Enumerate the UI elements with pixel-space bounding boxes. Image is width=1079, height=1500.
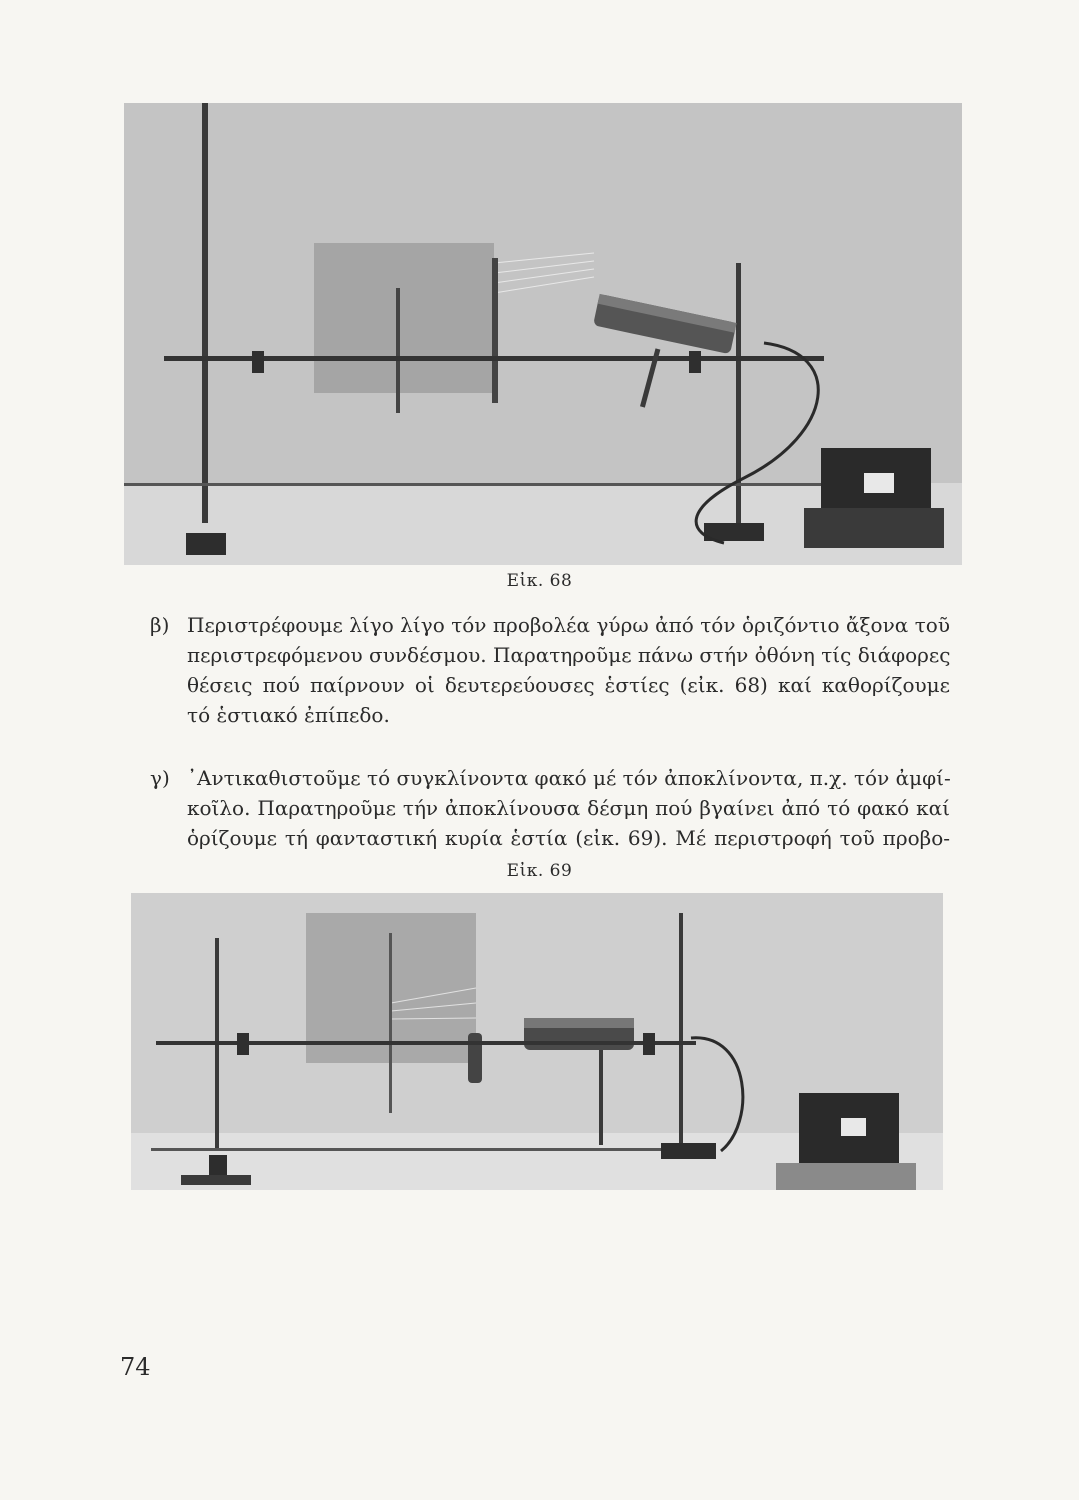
optical-bench-photo-69 — [131, 893, 943, 1190]
paragraph-g-line: ὁρίζουμε τή φανταστική κυρία ἑστία (εἰκ. 69). Μέ περιστροφή τοῦ προβο- — [187, 826, 950, 850]
optical-bench-photo-68 — [124, 103, 962, 565]
paragraph-g-label: γ) — [150, 766, 170, 790]
paragraph-b-line: περιστρεφόμενου συνδέσμου. Παρατηροῦμε πάνω στήν ὀθόνη τίς διάφορες — [187, 643, 951, 667]
figure-68-photo — [124, 103, 962, 565]
figure-68-caption: Εἰκ. 68 — [506, 571, 573, 591]
paragraph-b — [150, 610, 950, 730]
page-number: 74 — [120, 1353, 151, 1381]
paragraph-g — [150, 763, 950, 853]
paragraph-g-text — [187, 763, 950, 853]
figure-69-photo — [131, 893, 943, 1190]
paragraph-g-line: ᾿Αντικαθιστοῦμε τό συγκλίνοντα φακό μέ τόν ἀποκλίνοντα, π.χ. τόν ἀμφί- — [187, 766, 951, 790]
paragraph-b-line: τό ἑστιακό ἐπίπεδο. — [187, 703, 390, 727]
figure-69-caption: Εἰκ. 69 — [506, 861, 573, 881]
paragraph-b-text — [187, 610, 950, 730]
paragraph-g-line: κοῖλο. Παρατηροῦμε τήν ἀποκλίνουσα δέσμη πού βγαίνει ἀπό τό φακό καί — [187, 796, 950, 820]
paragraph-b-label: β) — [150, 613, 170, 637]
paragraph-b-line: Περιστρέφουμε λίγο λίγο τόν προβολέα γύρω ἀπό τόν ὁριζόντιο ἄξονα τοῦ — [187, 613, 950, 637]
paragraph-b-line: θέσεις πού παίρνουν οἱ δευτερεύουσες ἑστίες (εἰκ. 68) καί καθορίζουμε — [187, 673, 950, 697]
